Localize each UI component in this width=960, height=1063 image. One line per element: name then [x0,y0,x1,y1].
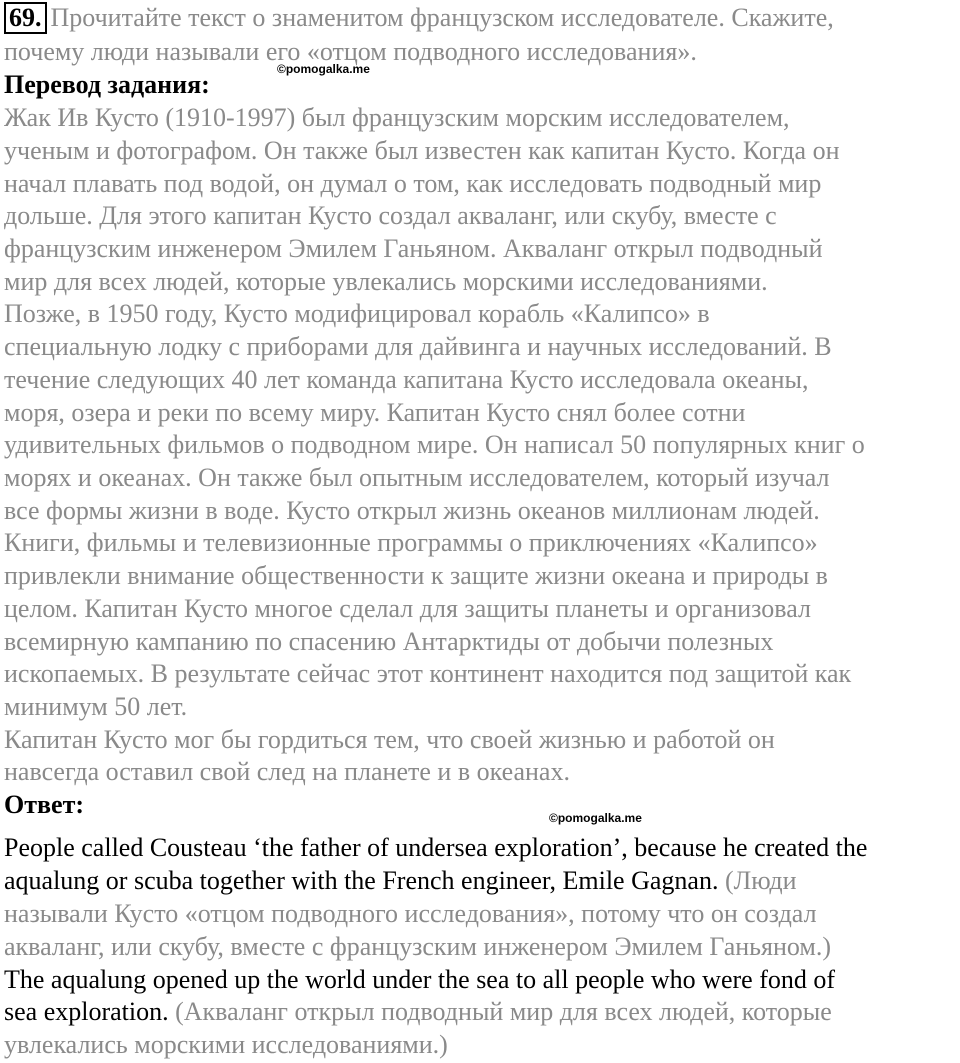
answer-line-3: называли Кусто «отцом подводного исследования», потому что он создал [4,899,817,928]
translation-line: Капитан Кусто мог бы гордиться тем, что своей жизнью и работой он [4,725,775,754]
translation-line: ученым и фотографом. Он также был известен как капитан Кусто. Когда он [4,136,840,165]
answer-en-text: aqualung or scuba together with the French engineer, Emile Gagnan. [4,866,719,895]
task-prompt-line-1 [4,2,834,35]
answer-line-2 [4,865,797,898]
answer-heading: Ответ: [4,790,85,819]
translation-line: Позже, в 1950 году, Кусто модифицировал корабль «Калипсо» в [4,299,710,328]
translation-line: моря, озера и реки по всему миру. Капитан Кусто снял более сотни [4,398,746,427]
watermark-top: ©pomogalka.me [277,62,370,76]
translation-line: ископаемых. В результате сейчас этот континент находится под защитой как [4,659,852,688]
answer-line-1: People called Cousteau ‘the father of undersea exploration’, because he created the [4,833,868,862]
translation-line: мир для всех людей, которые увлекались морскими исследованиями. [4,267,768,296]
answer-line-5: The aqualung opened up the world under the sea to all people who were fond of [4,965,836,994]
translation-line: морях и океанах. Он также был опытным исследователем, который изучал [4,463,830,492]
translation-line: все формы жизни в воде. Кусто открыл жизнь океанов миллионам людей. [4,496,820,525]
translation-line: течение следующих 40 лет команда капитана Кусто исследовала океаны, [4,365,809,394]
translation-line: дольше. Для этого капитан Кусто создал акваланг, или скубу, вместе с [4,201,777,230]
answer-line-7: увлекались морскими исследованиями.) [4,1030,448,1059]
translation-heading: Перевод задания: [4,70,210,99]
translation-line: минимум 50 лет. [4,692,188,721]
task-number: 69. [4,2,47,34]
translation-line: французским инженером Эмилем Ганьяном. Акваланг открыл подводный [4,234,823,263]
task-prompt-text-1: Прочитайте текст о знаменитом французском исследователе. Скажите, [50,3,834,32]
task-prompt-line-2: почему люди называли его «отцом подводного исследования». [4,37,697,66]
translation-line: специальную лодку с приборами для дайвинга и научных исследований. В [4,332,832,361]
translation-line: целом. Капитан Кусто многое сделал для защиты планеты и организовал [4,594,811,623]
translation-line: привлекли внимание общественности к защите жизни океана и природы в [4,561,828,590]
answer-en-text: sea exploration. [4,997,169,1026]
answer-ru-text: (Люди [718,866,797,895]
answer-line-4: акваланг, или скубу, вместе с французским инженером Эмилем Ганьяном.) [4,932,831,961]
watermark-middle: ©pomogalka.me [549,811,642,825]
translation-line: всемирную кампанию по спасению Антарктиды от добычи полезных [4,627,774,656]
translation-line: Жак Ив Кусто (1910-1997) был французским морским исследователем, [4,103,790,132]
answer-ru-text: (Акваланг открыл подводный мир для всех людей, которые [168,997,832,1026]
translation-line: удивительных фильмов о подводном мире. Он написал 50 популярных книг о [4,430,865,459]
translation-line: начал плавать под водой, он думал о том, как исследовать подводный мир [4,169,822,198]
answer-line-6 [4,996,832,1029]
translation-line: навсегда оставил свой след на планете и в океанах. [4,757,570,786]
translation-line: Книги, фильмы и телевизионные программы о приключениях «Калипсо» [4,528,818,557]
